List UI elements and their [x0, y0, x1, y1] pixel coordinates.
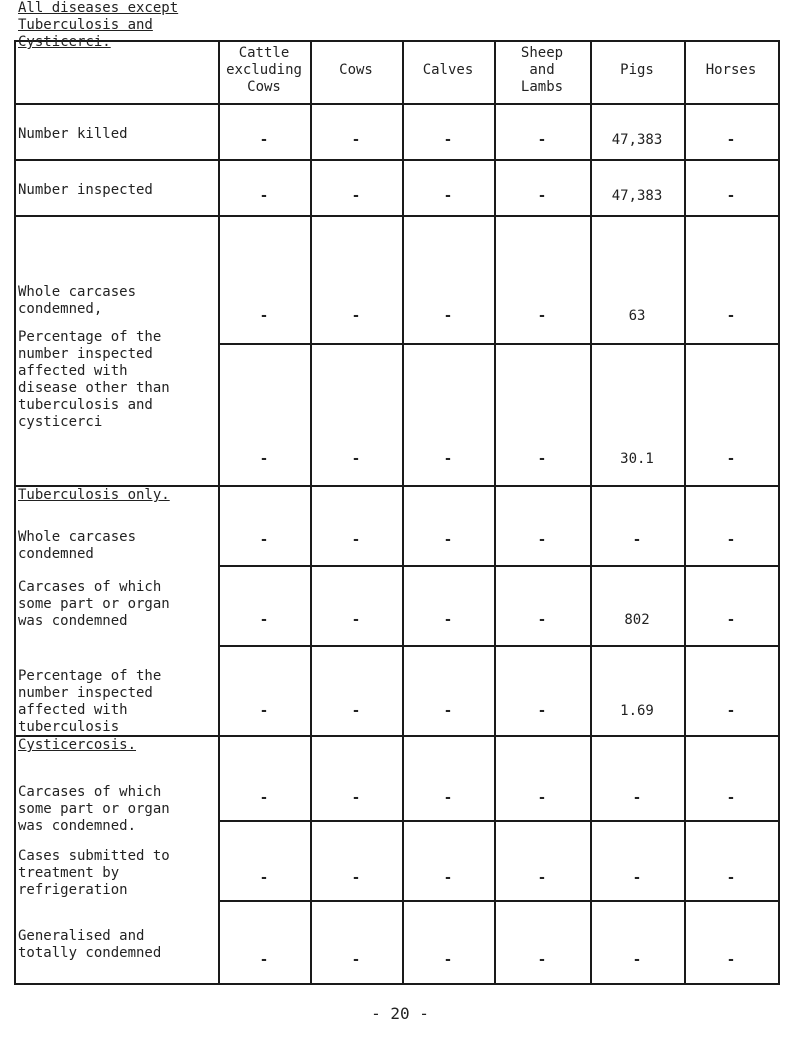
row-label-line: Carcases of which: [18, 579, 162, 595]
row-label-line: disease other than: [18, 380, 170, 396]
table-cell-value: -: [443, 308, 453, 324]
row-label-line: Whole carcases: [18, 284, 137, 300]
table-cell-value: -: [632, 870, 642, 886]
table-cell-value: -: [726, 870, 736, 886]
table-cell-value: -: [537, 451, 547, 467]
table-cell-value: -: [726, 188, 736, 204]
row-label: [18, 182, 218, 199]
row-label: [18, 668, 218, 736]
table-cell-value: -: [443, 790, 453, 806]
row-rule: [14, 159, 780, 161]
table-cell-value: -: [726, 132, 736, 148]
table-cell-value: -: [443, 870, 453, 886]
row-label-line: tuberculosis: [18, 719, 120, 735]
page-number: - 20 -: [371, 1004, 429, 1023]
row-label-line: totally condemned: [18, 945, 162, 961]
table-cell-value: -: [726, 308, 736, 324]
column-header-line: Sheep: [520, 45, 564, 61]
column-rule: [684, 40, 686, 983]
table-cell-value: -: [726, 952, 736, 968]
row-label-line: number inspected: [18, 685, 153, 701]
table-cell-value: -: [443, 451, 453, 467]
table-cell-value: -: [351, 703, 361, 719]
row-label-line: number inspected: [18, 346, 153, 362]
table-cell-value: 47,383: [611, 188, 663, 204]
row-label-line: some part or organ: [18, 801, 170, 817]
row-label-line: tuberculosis and: [18, 397, 153, 413]
row-rule: [218, 343, 780, 345]
table-cell-value: -: [632, 790, 642, 806]
table-cell-value: -: [537, 308, 547, 324]
table-cell-value: -: [351, 870, 361, 886]
row-label-line: refrigeration: [18, 882, 128, 898]
row-label-line: Percentage of the: [18, 329, 162, 345]
table-cell-value: -: [259, 952, 269, 968]
table-cell-value: -: [537, 188, 547, 204]
table-cell-value: -: [259, 870, 269, 886]
row-label: [18, 848, 218, 899]
column-rule: [218, 40, 220, 983]
row-label-line: cysticerci: [18, 414, 103, 430]
table-cell-value: -: [726, 790, 736, 806]
row-rule: [14, 103, 780, 105]
column-header-line: Pigs: [620, 62, 654, 78]
row-label-line: treatment by: [18, 865, 120, 881]
column-header-line: Calves: [422, 62, 474, 78]
table-cell-value: 30.1: [620, 451, 654, 467]
table-cell-value: -: [259, 703, 269, 719]
table-cell-value: -: [443, 703, 453, 719]
row-rule: [218, 565, 780, 567]
section-heading-line: All diseases except: [18, 0, 179, 16]
table-cell-value: -: [259, 790, 269, 806]
column-header-line: Cows: [339, 62, 373, 78]
table-cell-value: -: [443, 188, 453, 204]
row-label-line: Number killed: [18, 126, 128, 142]
row-label: [18, 784, 218, 835]
row-label-line: condemned: [18, 546, 94, 562]
table-cell-value: -: [259, 612, 269, 628]
table-cell-value: -: [537, 952, 547, 968]
row-label: [18, 928, 218, 962]
column-rule: [778, 40, 780, 983]
table-cell-value: -: [537, 532, 547, 548]
row-label: [18, 284, 218, 318]
row-label-line: was condemned.: [18, 818, 137, 834]
table-cell-value: -: [259, 532, 269, 548]
section-heading-line: Cysticerci.: [18, 34, 111, 50]
row-label-line: Whole carcases: [18, 529, 137, 545]
table-cell-value: -: [351, 188, 361, 204]
section-heading: [18, 487, 218, 504]
table-cell-value: 47,383: [611, 132, 663, 148]
table-cell-value: 1.69: [620, 703, 654, 719]
table-cell-value: -: [726, 532, 736, 548]
row-label-line: affected with: [18, 363, 128, 379]
row-label-line: some part or organ: [18, 596, 170, 612]
row-label-line: Generalised and: [18, 928, 145, 944]
table-cell-value: -: [351, 308, 361, 324]
table-cell-value: -: [259, 451, 269, 467]
row-label-line: affected with: [18, 702, 128, 718]
table-cell-value: -: [726, 451, 736, 467]
section-heading-line: Tuberculosis and: [18, 17, 153, 33]
table-cell-value: -: [537, 612, 547, 628]
table-cell-value: -: [537, 703, 547, 719]
table-cell-value: 802: [624, 612, 650, 628]
table-cell-value: -: [351, 790, 361, 806]
row-rule: [218, 820, 780, 822]
column-rule: [14, 40, 16, 983]
column-header: [656, 62, 800, 79]
section-heading: [18, 0, 218, 51]
row-label: [18, 126, 218, 143]
table-cell-value: -: [259, 132, 269, 148]
table-cell-value: -: [632, 532, 642, 548]
table-cell-value: -: [351, 451, 361, 467]
column-header-line: Lambs: [520, 79, 564, 95]
column-header-line: Horses: [705, 62, 757, 78]
table-cell-value: -: [443, 612, 453, 628]
table-cell-value: -: [443, 532, 453, 548]
table-cell-value: -: [351, 132, 361, 148]
table-cell-value: -: [537, 790, 547, 806]
table-cell-value: -: [726, 612, 736, 628]
table-cell-value: -: [443, 132, 453, 148]
row-rule: [14, 215, 780, 217]
table-cell-value: -: [537, 132, 547, 148]
row-label-line: was condemned: [18, 613, 128, 629]
table-cell-value: -: [351, 532, 361, 548]
table-cell-value: -: [259, 188, 269, 204]
table-cell-value: -: [259, 308, 269, 324]
row-label-line: condemned,: [18, 301, 103, 317]
table-cell-value: -: [632, 952, 642, 968]
row-label-line: Carcases of which: [18, 784, 162, 800]
table-cell-value: -: [443, 952, 453, 968]
section-heading: [18, 737, 218, 754]
row-label: [18, 529, 218, 563]
table-bottom-rule: [14, 983, 780, 985]
table-cell-value: -: [537, 870, 547, 886]
column-header-line: Cows: [247, 79, 281, 95]
row-rule: [218, 900, 780, 902]
row-label: [18, 329, 218, 431]
table-cell-value: -: [726, 703, 736, 719]
column-rule: [310, 40, 312, 983]
column-rule: [402, 40, 404, 983]
table-cell-value: -: [351, 612, 361, 628]
row-label-line: Number inspected: [18, 182, 153, 198]
column-rule: [494, 40, 496, 983]
column-header-line: excluding: [226, 62, 302, 78]
row-label: [18, 579, 218, 630]
row-rule: [218, 645, 780, 647]
section-heading-line: Tuberculosis only.: [18, 487, 170, 503]
table-cell-value: 63: [628, 308, 646, 324]
section-heading-line: Cysticercosis.: [18, 737, 137, 753]
column-rule: [590, 40, 592, 983]
row-label-line: Percentage of the: [18, 668, 162, 684]
column-header-line: Cattle: [238, 45, 290, 61]
column-header-line: and: [529, 62, 555, 78]
table-cell-value: -: [351, 952, 361, 968]
row-label-line: Cases submitted to: [18, 848, 170, 864]
